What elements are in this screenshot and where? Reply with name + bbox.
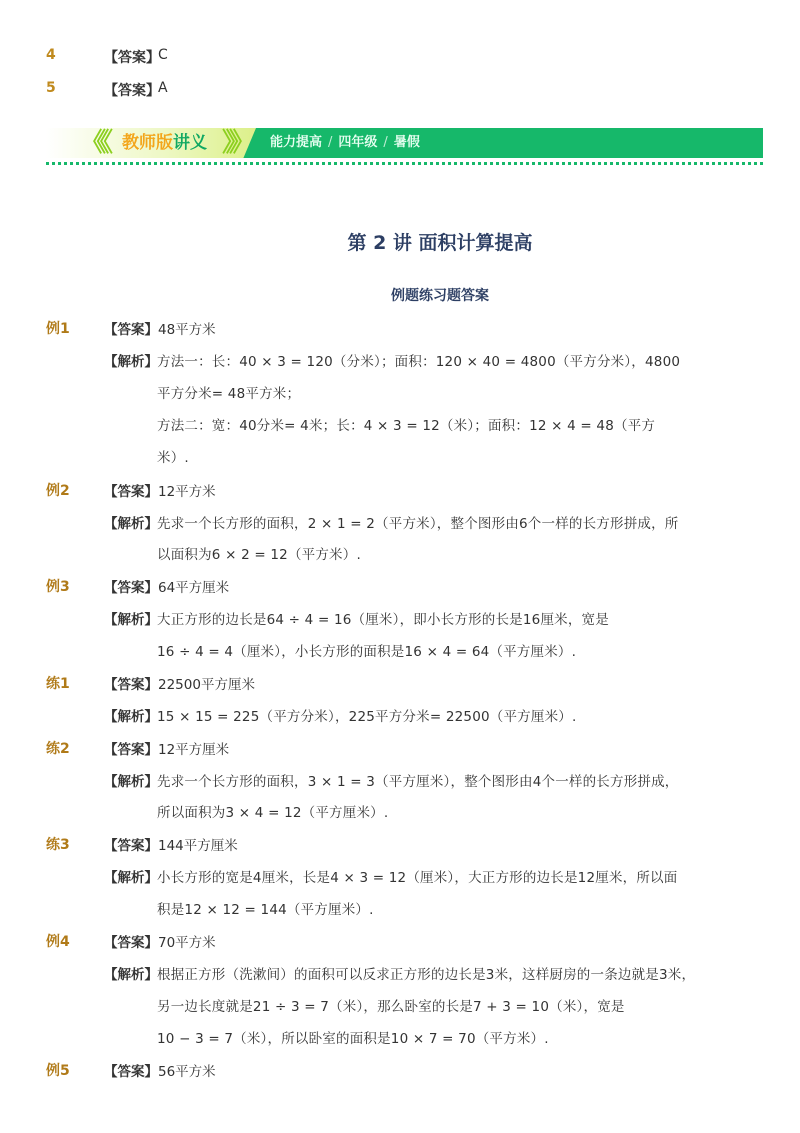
banner-dotted-divider bbox=[46, 162, 763, 165]
item-label: 例5 bbox=[46, 1063, 70, 1079]
banner-title bbox=[122, 128, 207, 158]
explain-line: 另一边长度就是21 ÷ 3 = 7（米），那么卧室的长是7 + 3 = 10（米），宽是 bbox=[157, 999, 625, 1015]
answer-tag: 【答案】 bbox=[104, 677, 158, 693]
explain-line: 大正方形的边长是64 ÷ 4 = 16（厘米），即小长方形的长是16厘米，宽是 bbox=[157, 612, 609, 628]
section-title: 例题练习题答案 bbox=[391, 288, 489, 304]
answer-text: 56平方米 bbox=[158, 1064, 216, 1080]
item-label: 练1 bbox=[46, 676, 70, 692]
answer-tag: 【答案】 bbox=[104, 742, 158, 758]
answer-tag: 【答案】 bbox=[104, 484, 158, 500]
banner-title-part2: 讲义 bbox=[173, 133, 207, 153]
item-label: 练3 bbox=[46, 837, 70, 853]
double-chevron-right-icon: 》》 bbox=[222, 128, 250, 158]
explain-tag: 【解析】 bbox=[104, 870, 158, 886]
item-label: 例2 bbox=[46, 483, 70, 499]
explain-tag: 【解析】 bbox=[104, 709, 158, 725]
breadcrumb-separator: / bbox=[328, 135, 333, 150]
answer-index: 5 bbox=[46, 80, 56, 96]
explain-tag: 【解析】 bbox=[104, 967, 158, 983]
answer-tag: 【答案】 bbox=[104, 322, 158, 338]
breadcrumb-item: 暑假 bbox=[393, 135, 420, 150]
item-answer bbox=[104, 480, 216, 500]
explain-line: 米）. bbox=[157, 450, 189, 466]
double-chevron-left-icon: 《《 bbox=[80, 128, 108, 158]
answer-text: 48平方米 bbox=[158, 322, 216, 338]
explain-line: 积是12 × 12 = 144（平方厘米）. bbox=[157, 902, 374, 918]
answer-text: 12平方米 bbox=[158, 484, 216, 500]
item-answer bbox=[104, 1060, 216, 1080]
item-label: 例1 bbox=[46, 321, 70, 337]
item-label: 练2 bbox=[46, 741, 70, 757]
explain-tag: 【解析】 bbox=[104, 774, 158, 790]
explain-line: 方法一：长：40 × 3 = 120（分米）；面积：120 × 40 = 4800（平方分米），4800 bbox=[157, 354, 681, 370]
item-answer bbox=[104, 673, 255, 693]
item-answer bbox=[104, 318, 216, 338]
explain-line: 根据正方形（洗漱间）的面积可以反求正方形的边长是3米，这样厨房的一条边就是3米， bbox=[157, 967, 696, 983]
answer-value: A bbox=[158, 80, 168, 96]
item-answer bbox=[104, 576, 229, 596]
explain-line: 小长方形的宽是4厘米，长是4 × 3 = 12（厘米），大正方形的边长是12厘米，所以面 bbox=[157, 870, 678, 886]
answer-label: 【答案】 bbox=[104, 50, 160, 66]
breadcrumb-item: 四年级 bbox=[338, 135, 378, 150]
teacher-edition-banner bbox=[46, 128, 763, 158]
item-answer bbox=[104, 834, 238, 854]
item-label: 例3 bbox=[46, 579, 70, 595]
explain-line: 先求一个长方形的面积，2 × 1 = 2（平方米），整个图形由6个一样的长方形拼成，所 bbox=[157, 516, 679, 532]
explain-line: 所以面积为3 × 4 = 12（平方厘米）. bbox=[157, 805, 389, 821]
answer-tag: 【答案】 bbox=[104, 1064, 158, 1080]
item-label: 例4 bbox=[46, 934, 70, 950]
explain-line: 方法二：宽：40分米= 4米；长：4 × 3 = 12（米）；面积：12 × 4 = 48（平方 bbox=[157, 418, 656, 434]
explain-line: 先求一个长方形的面积，3 × 1 = 3（平方厘米），整个图形由4个一样的长方形拼成， bbox=[157, 774, 679, 790]
breadcrumb-separator: / bbox=[383, 135, 388, 150]
item-answer bbox=[104, 931, 216, 951]
explain-tag: 【解析】 bbox=[104, 516, 158, 532]
explain-tag: 【解析】 bbox=[104, 612, 158, 628]
answer-value: C bbox=[158, 47, 168, 63]
answer-text: 70平方米 bbox=[158, 935, 216, 951]
breadcrumb-item: 能力提高 bbox=[270, 135, 323, 150]
answer-tag: 【答案】 bbox=[104, 580, 158, 596]
answer-text: 144平方厘米 bbox=[158, 838, 238, 854]
item-answer bbox=[104, 738, 229, 758]
answer-text: 12平方厘米 bbox=[158, 742, 230, 758]
explain-line: 10 − 3 = 7（米），所以卧室的面积是10 × 7 = 70（平方米）. bbox=[157, 1031, 549, 1047]
explain-line: 平方分米= 48平方米； bbox=[157, 386, 301, 402]
banner-title-part1: 教师版 bbox=[122, 133, 173, 153]
answer-index: 4 bbox=[46, 47, 56, 63]
answer-label: 【答案】 bbox=[104, 83, 160, 99]
banner-breadcrumb bbox=[270, 128, 420, 158]
answer-text: 22500平方厘米 bbox=[158, 677, 255, 693]
explain-line: 16 ÷ 4 = 4（厘米），小长方形的面积是16 × 4 = 64（平方厘米）. bbox=[157, 644, 577, 660]
explain-line: 以面积为6 × 2 = 12（平方米）. bbox=[157, 547, 361, 563]
answer-tag: 【答案】 bbox=[104, 935, 158, 951]
lecture-title: 第 2 讲 面积计算提高 bbox=[347, 232, 533, 254]
answer-tag: 【答案】 bbox=[104, 838, 158, 854]
explain-line: 15 × 15 = 225（平方分米），225平方分米= 22500（平方厘米）. bbox=[157, 709, 577, 725]
explain-tag: 【解析】 bbox=[104, 354, 158, 370]
answer-text: 64平方厘米 bbox=[158, 580, 230, 596]
